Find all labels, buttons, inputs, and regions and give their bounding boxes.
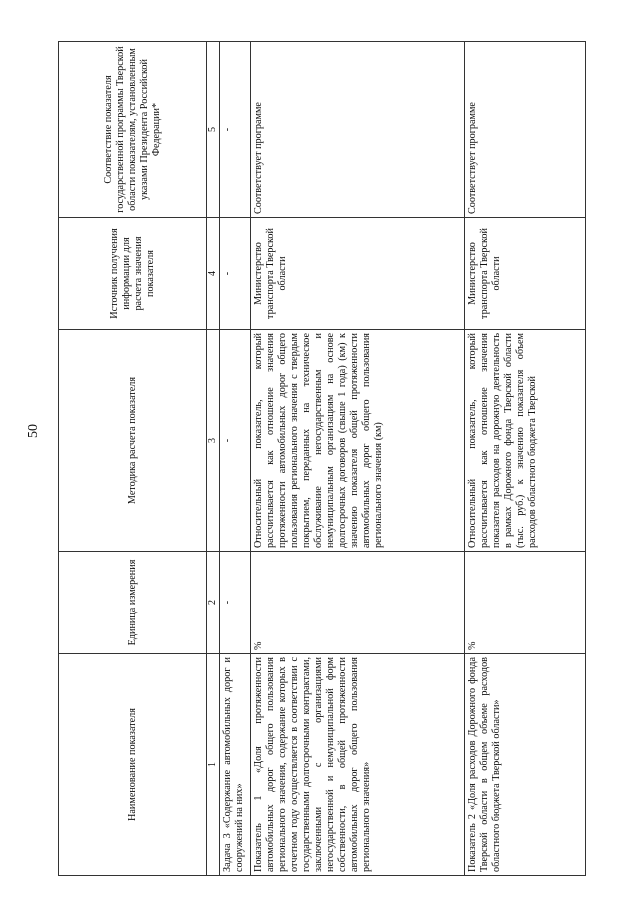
header-source: Источник получения информации для расчета значения показателя <box>59 218 207 330</box>
task-method: - <box>220 330 251 552</box>
column-number: 1 <box>207 654 220 876</box>
column-number: 3 <box>207 330 220 552</box>
indicator-source: Министерство транспорта Тверской области <box>251 218 465 330</box>
header-indicator-name: Наименование показателя <box>59 654 207 876</box>
column-number-row <box>207 42 220 876</box>
indicator-method: Относительный показатель, который рассчитывается как отношение значения протяженности автомобильных дорог общего пользования регионального значения с твердым покрытием, переданных на техническое обслуживание негосударственным и немуниципальным организациям на основе долгосрочных договоров (свыше 1 года) (км) к значению показателя общей протяженности автомобильных дорог общего пользования регионального значения (км) <box>251 330 465 552</box>
task-row <box>220 42 251 876</box>
indicator-name: Показатель 2 «Доля расходов Дорожного фонда Тверской области в общем объеме расходов областного бюджета Тверской области» <box>465 654 586 876</box>
indicator-compliance: Соответствует программе <box>465 42 586 218</box>
table-row <box>465 42 586 876</box>
column-number: 4 <box>207 218 220 330</box>
indicator-unit: % <box>251 552 465 654</box>
header-unit: Единица измерения <box>59 552 207 654</box>
indicator-unit: % <box>465 552 586 654</box>
header-compliance: Соответствие показателя государственной программы Тверской области показателям, установленным указами Президента Российской Федерации* <box>59 42 207 218</box>
rotated-table-container <box>58 42 586 876</box>
column-number: 2 <box>207 552 220 654</box>
page-number: 50 <box>26 424 41 438</box>
header-row <box>59 42 207 876</box>
table-row <box>251 42 465 876</box>
column-number: 5 <box>207 42 220 218</box>
indicators-table <box>58 41 586 876</box>
header-method: Методика расчета показателя <box>59 330 207 552</box>
task-source: - <box>220 218 251 330</box>
indicator-method: Относительный показатель, который рассчитывается как отношение значения показателя расходов на дорожную деятельность в рамках Дорожного фонда Тверской области (тыс. руб.) к значению показателя объем расходов областного бюджета Тверской <box>465 330 586 552</box>
indicator-compliance: Соответствует программе <box>251 42 465 218</box>
task-name: Задача 3 «Содержание автомобильных дорог и сооружений на них» <box>220 654 251 876</box>
task-unit: - <box>220 552 251 654</box>
task-compliance: - <box>220 42 251 218</box>
indicator-source: Министерство транспорта Тверской области <box>465 218 586 330</box>
indicator-name: Показатель 1 «Доля протяженности автомобильных дорог общего пользования регионального значения, содержание которых в отчетном году осуществляется в соответствии с государственными долгосрочными контрактами, заключенными с организациями негосударственной и немуниципальной форм собственности, в общей протяженности автомобильных дорог общего пользования регионального значения» <box>251 654 465 876</box>
